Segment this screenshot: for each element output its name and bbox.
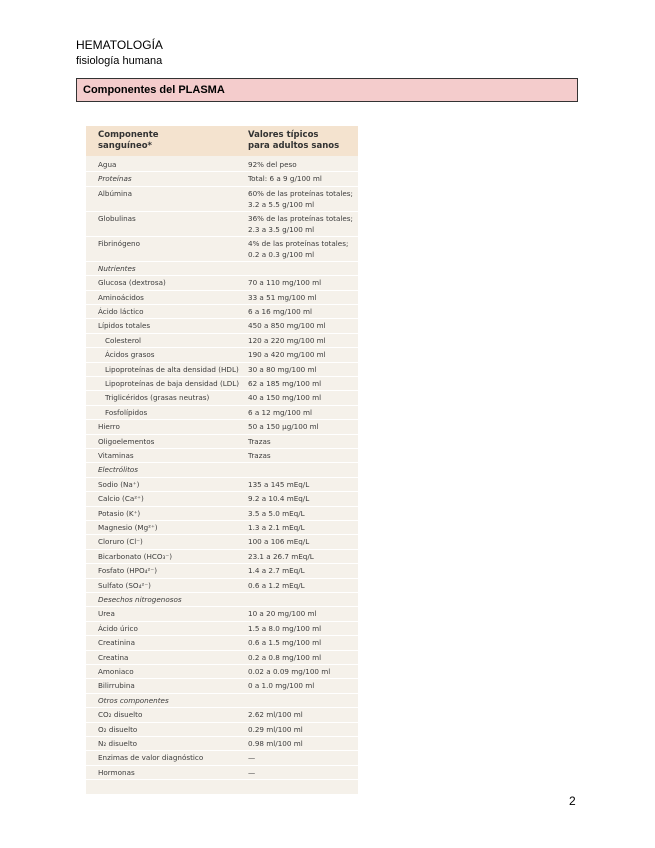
component-cell: Albúmina	[98, 188, 132, 198]
column-header-values-line2: para adultos sanos	[248, 141, 340, 151]
value-cell	[248, 536, 309, 547]
component-cell: Enzimas de valor diagnóstico	[98, 753, 204, 763]
table-row	[86, 750, 358, 765]
value-cell	[248, 565, 305, 576]
table-row	[86, 578, 358, 593]
value-text: 4% de las proteínas totales;	[248, 238, 349, 248]
value-cell	[248, 752, 255, 763]
value-cell	[248, 493, 309, 504]
table-row	[86, 736, 358, 751]
value-text: 190 a 420 mg/100 ml	[248, 350, 326, 360]
table-row	[86, 157, 358, 172]
value-text: 10 a 20 mg/100 ml	[248, 609, 317, 619]
component-cell: Agua	[98, 160, 117, 169]
value-cell	[248, 378, 321, 389]
component-cell: Amoniaco	[98, 667, 134, 676]
table-row	[86, 621, 358, 636]
value-text: 0.98 ml/100 ml	[248, 739, 303, 748]
component-cell: Ácido láctico	[98, 307, 144, 316]
component-cell: Urea	[98, 609, 115, 619]
component-cell: Oligoelementos	[98, 436, 155, 446]
table-row	[86, 405, 358, 420]
table-row	[86, 693, 358, 708]
document-title: HEMATOLOGÍA	[76, 38, 163, 52]
value-text: Trazas	[248, 451, 271, 460]
component-cell: Ácido úrico	[98, 623, 138, 633]
component-cell: Fosfato (HPO₄²⁻)	[98, 566, 158, 576]
component-cell: Bilirrubina	[98, 681, 135, 691]
component-cell: Hierro	[98, 422, 120, 432]
table-row	[86, 534, 358, 549]
value-cell	[248, 623, 321, 634]
value-cell	[248, 666, 330, 677]
column-header-component	[98, 130, 159, 152]
table-row	[86, 376, 358, 391]
table-row	[86, 236, 358, 262]
value-text-line2: 3.2 a 5.5 g/100 ml	[248, 199, 315, 209]
value-text: 62 a 185 mg/100 ml	[248, 379, 322, 388]
component-cell: Electrólitos	[98, 465, 139, 475]
value-text-line2: 2.3 a 3.5 g/100 ml	[248, 224, 315, 234]
value-cell	[248, 508, 305, 519]
value-cell	[248, 277, 321, 288]
table-row	[86, 635, 358, 650]
value-cell	[248, 709, 303, 720]
component-cell: O₂ disuelto	[98, 724, 138, 734]
value-text: 1.3 a 2.1 mEq/L	[248, 523, 305, 532]
table-row	[86, 434, 358, 449]
value-cell	[248, 335, 326, 346]
table-row	[86, 549, 358, 564]
component-cell: Magnesio (Mg²⁺)	[98, 523, 158, 532]
table-row	[86, 448, 358, 463]
value-text: —	[248, 753, 256, 763]
value-cell	[248, 724, 303, 735]
value-text: Total: 6 a 9 g/100 ml	[248, 174, 322, 184]
table-row	[86, 186, 358, 212]
value-cell	[248, 306, 312, 317]
component-cell: Sodio (Na⁺)	[98, 479, 140, 489]
value-cell	[248, 320, 326, 331]
value-text: 0.2 a 0.8 mg/100 ml	[248, 652, 322, 662]
value-text: 30 a 80 mg/100 ml	[248, 364, 317, 374]
value-text: 0.02 a 0.09 mg/100 ml	[248, 667, 331, 676]
component-cell: Hormonas	[98, 767, 135, 777]
component-cell: Calcio (Ca²⁺)	[98, 494, 144, 504]
value-cell	[248, 213, 353, 235]
table-row	[86, 477, 358, 492]
value-text: 120 a 220 mg/100 ml	[248, 335, 326, 345]
value-text: 0.29 ml/100 ml	[248, 724, 303, 734]
component-cell: Fibrinógeno	[98, 238, 141, 248]
value-text: —	[248, 767, 256, 777]
value-text: 2.62 ml/100 ml	[248, 710, 303, 720]
table-row	[86, 563, 358, 578]
value-text: 100 a 106 mEq/L	[248, 537, 310, 547]
value-cell	[248, 436, 271, 447]
value-text: 70 a 110 mg/100 ml	[248, 278, 322, 288]
table-row	[86, 171, 358, 186]
component-cell: CO₂ disuelto	[98, 710, 143, 720]
value-cell	[248, 608, 317, 619]
table-row	[86, 722, 358, 737]
value-text: 0 a 1.0 mg/100 ml	[248, 681, 315, 691]
value-text: 1.4 a 2.7 mEq/L	[248, 566, 305, 576]
table-row	[86, 650, 358, 665]
page-number: 2	[569, 794, 576, 808]
table-row	[86, 290, 358, 305]
table-row	[86, 520, 358, 535]
table-row	[86, 606, 358, 621]
value-cell	[248, 292, 317, 303]
component-cell: Cloruro (Cl⁻)	[98, 537, 143, 547]
component-cell: Lipoproteínas de baja densidad (LDL)	[105, 379, 240, 388]
value-cell	[248, 392, 321, 403]
table-row	[86, 506, 358, 521]
value-text: 3.5 a 5.0 mEq/L	[248, 508, 305, 518]
component-cell: Triglicéridos (grasas neutras)	[105, 393, 210, 403]
component-cell: Bicarbonato (HCO₃⁻)	[98, 551, 173, 561]
table-row	[86, 347, 358, 362]
table-row	[86, 664, 358, 679]
value-cell	[248, 652, 321, 663]
value-text: 36% de las proteínas totales;	[248, 213, 353, 223]
component-cell: Nutrientes	[98, 263, 136, 273]
value-cell	[248, 522, 305, 533]
value-text: 1.5 a 8.0 mg/100 ml	[248, 623, 322, 633]
component-cell: Lípidos totales	[98, 321, 151, 331]
value-text: 33 a 51 mg/100 ml	[248, 292, 317, 302]
table-row	[86, 765, 358, 780]
table-row	[86, 275, 358, 290]
value-text: 0.6 a 1.5 mg/100 ml	[248, 638, 322, 648]
value-text: 40 a 150 mg/100 ml	[248, 393, 322, 403]
value-cell	[248, 580, 305, 591]
component-cell: Lipoproteínas de alta densidad (HDL)	[105, 364, 239, 374]
table-row	[86, 592, 358, 607]
component-cell: N₂ disuelto	[98, 739, 138, 748]
column-header-values-line1: Valores típicos	[248, 130, 319, 140]
plasma-components-table	[86, 126, 358, 794]
value-text: 50 a 150 µg/100 ml	[248, 422, 319, 432]
value-cell	[248, 407, 312, 418]
value-cell	[248, 159, 297, 170]
table-row	[86, 261, 358, 276]
document-subtitle: fisiología humana	[76, 55, 163, 67]
component-cell: Colesterol	[105, 335, 142, 345]
value-text: 0.6 a 1.2 mEq/L	[248, 580, 305, 590]
table-row	[86, 304, 358, 319]
value-cell	[248, 738, 303, 749]
value-cell	[248, 188, 353, 210]
component-cell: Potasio (K⁺)	[98, 508, 141, 518]
value-cell	[248, 479, 309, 490]
table-row	[86, 362, 358, 377]
component-cell: Fosfolípidos	[105, 407, 148, 417]
component-cell: Desechos nitrogenosos	[98, 595, 182, 604]
table-row	[86, 211, 358, 237]
value-cell	[248, 349, 326, 360]
component-cell: Ácidos grasos	[105, 350, 155, 360]
table-row	[86, 678, 358, 693]
component-cell: Vitaminas	[98, 451, 134, 460]
table-header	[86, 126, 358, 156]
component-cell: Proteínas	[98, 174, 132, 184]
value-text: 9.2 a 10.4 mEq/L	[248, 494, 310, 504]
value-text: 450 a 850 mg/100 ml	[248, 321, 326, 331]
table-row	[86, 462, 358, 477]
table-row	[86, 491, 358, 506]
column-header-values	[248, 130, 339, 152]
component-cell: Creatinina	[98, 638, 135, 648]
table-row	[86, 419, 358, 434]
component-cell: Otros componentes	[98, 695, 169, 705]
value-cell	[248, 421, 319, 432]
value-text-line2: 0.2 a 0.3 g/100 ml	[248, 249, 315, 259]
component-cell: Sulfato (SO₄²⁻)	[98, 580, 151, 590]
table-row	[86, 318, 358, 333]
value-cell	[248, 637, 321, 648]
value-cell	[248, 364, 317, 375]
value-cell	[248, 767, 255, 778]
component-cell: Aminoácidos	[98, 292, 144, 302]
value-text: Trazas	[248, 436, 271, 446]
value-cell	[248, 450, 271, 461]
table-row	[86, 390, 358, 405]
value-cell	[248, 680, 314, 691]
value-cell	[248, 173, 322, 184]
table-row	[86, 707, 358, 722]
section-banner: Componentes del PLASMA	[76, 78, 578, 102]
value-text: 6 a 16 mg/100 ml	[248, 307, 312, 316]
value-cell	[248, 238, 348, 260]
value-text: 23.1 a 26.7 mEq/L	[248, 551, 314, 561]
component-cell: Globulinas	[98, 213, 136, 223]
value-text: 6 a 12 mg/100 ml	[248, 407, 312, 417]
table-row	[86, 333, 358, 348]
component-cell: Creatina	[98, 652, 129, 662]
column-header-component-line1: Componente	[98, 130, 159, 140]
value-cell	[248, 551, 314, 562]
value-text: 60% de las proteínas totales;	[248, 188, 353, 198]
component-cell: Glucosa (dextrosa)	[98, 278, 166, 288]
value-text: 135 a 145 mEq/L	[248, 479, 310, 489]
value-text: 92% del peso	[248, 160, 297, 169]
column-header-component-line2: sanguíneo*	[98, 141, 152, 151]
